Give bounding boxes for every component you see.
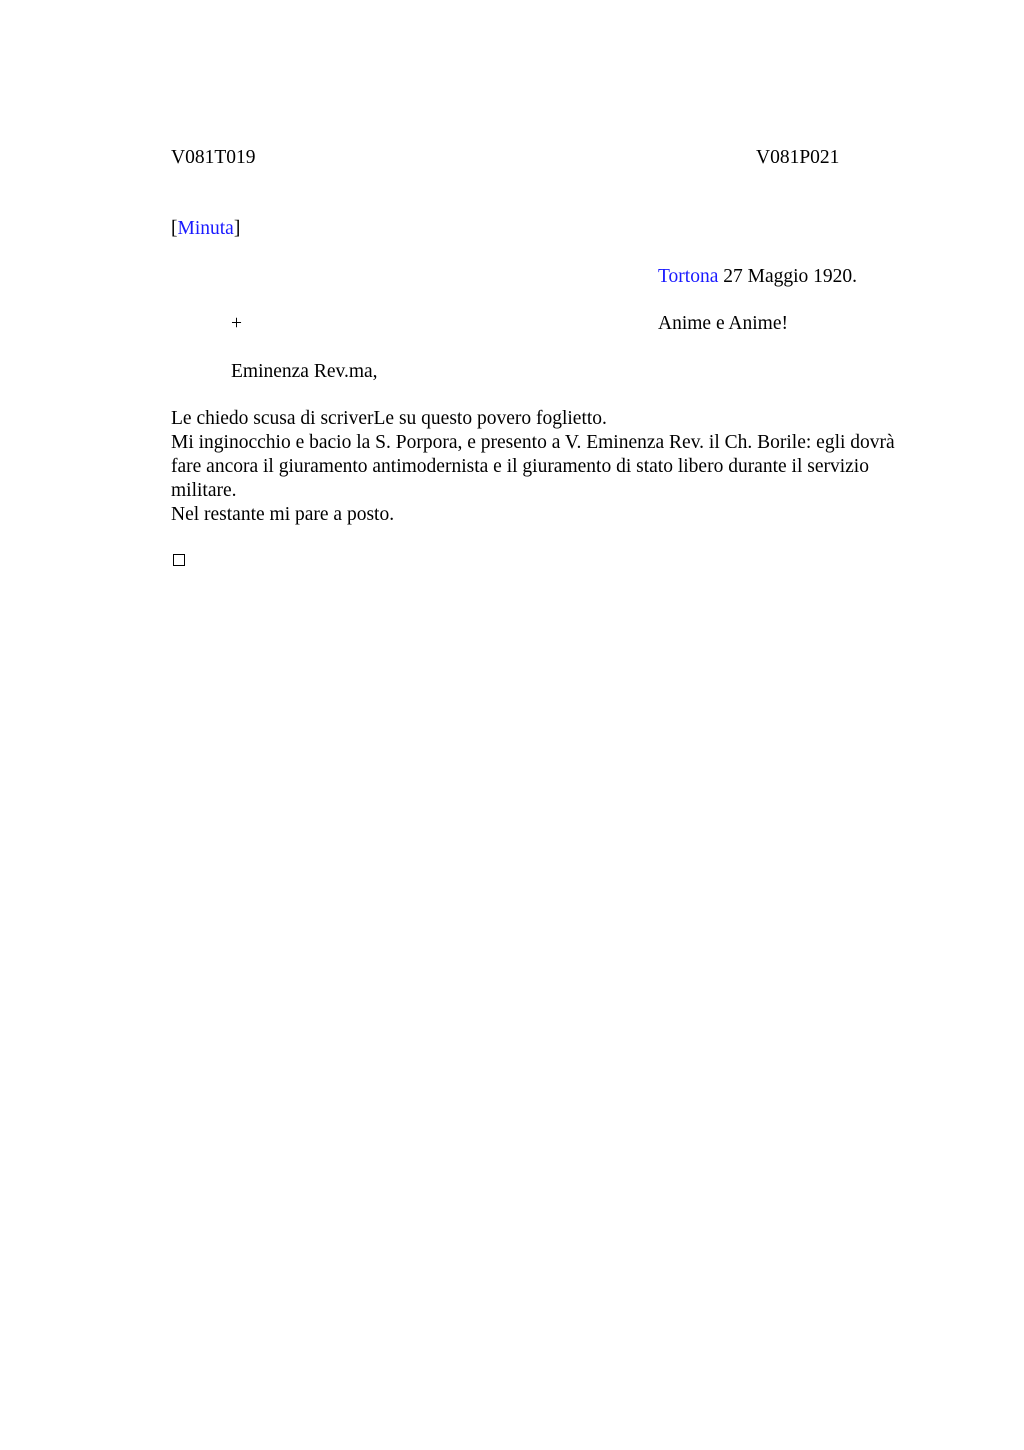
document-code-right: V081P021 <box>756 147 840 168</box>
place-link[interactable]: Tortona <box>658 266 719 287</box>
motto: Anime e Anime! <box>658 313 788 334</box>
body-paragraph: Le chiedo scusa di scriverLe su questo povero foglietto. <box>171 408 607 429</box>
cross-mark: + <box>231 313 242 334</box>
body-paragraph: Nel restante mi pare a posto. <box>171 504 395 525</box>
draft-link[interactable]: Minuta <box>177 218 234 239</box>
dateline <box>658 265 857 289</box>
date-text: 27 Maggio 1920. <box>718 266 858 287</box>
salutation: Eminenza Rev.ma, <box>231 361 378 382</box>
letter-body <box>171 407 901 527</box>
open-bracket: [ <box>171 218 178 239</box>
close-bracket: ] <box>233 218 241 239</box>
document-code-left: V081T019 <box>171 147 256 168</box>
draft-note <box>171 217 240 241</box>
body-paragraph: Mi inginocchio e bacio la S. Porpora, e presento a V. Eminenza Rev. il Ch. Borile: egli dovrà fare ancora il giuramento antimodernista e il giuramento di stato libero durante il servizio militare. <box>171 432 895 501</box>
empty-square-icon <box>173 554 185 566</box>
